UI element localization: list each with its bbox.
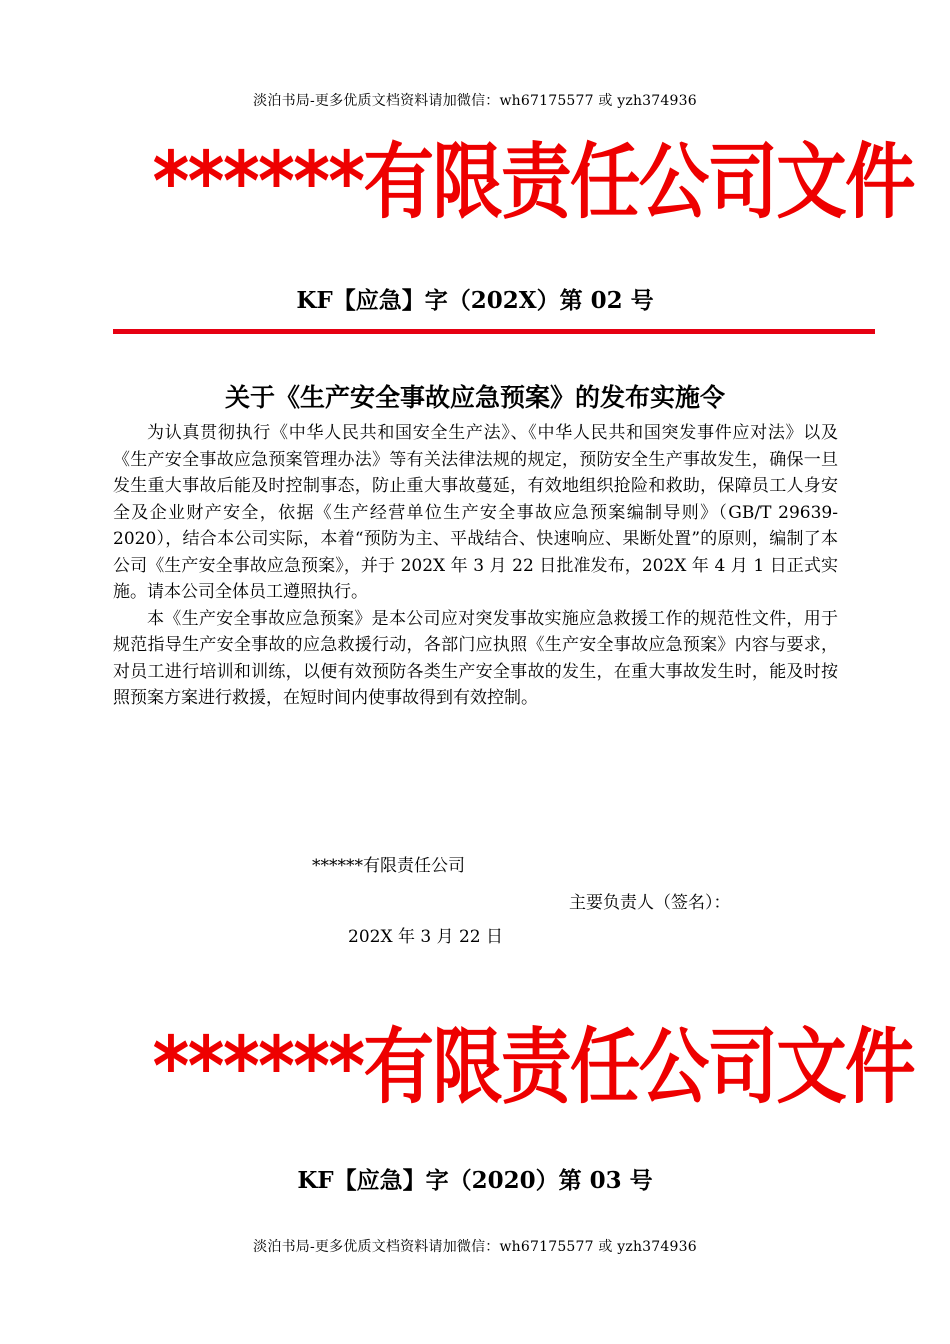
header-watermark: 淡泊书局-更多优质文档资料请加微信：wh67175577 或 yzh374936: [253, 93, 697, 109]
document-title: 关于《生产安全事故应急预案》的发布实施令: [224, 383, 725, 412]
second-letterhead-title: ******有限责任公司文件: [152, 1020, 914, 1115]
doc-number: KF【应急】字（202X）第 02 号: [296, 287, 654, 314]
signatory-label: 主要负责人（签名）：: [569, 893, 731, 913]
body-paragraph-2: 本《生产安全事故应急预案》是本公司应对突发事故实施应急救援工作的规范性文件，用于规范指导生产安全事故的应急救援行动，各部门应执照《生产安全事故应急预案》内容与要求，对员工进行培训和训练，以便有效预防各类生产安全事故的发生，在重大事故发生时，能及时按照预案方案进行救援，在短时间内使事故得到有效控制。: [113, 608, 838, 708]
footer-watermark: 淡泊书局-更多优质文档资料请加微信：wh67175577 或 yzh374936: [253, 1239, 697, 1255]
letterhead-red-rule: [113, 329, 875, 334]
second-doc-number: KF【应急】字（2020）第 03 号: [297, 1167, 653, 1194]
issue-date: 202X 年 3 月 22 日: [348, 927, 504, 947]
letterhead-title: ******有限责任公司文件: [152, 135, 914, 230]
body-paragraph-1: 为认真贯彻执行《中华人民共和国安全生产法》、《中华人民共和国突发事件应对法》以及《生产安全事故应急预案管理办法》等有关法律法规的规定，预防安全生产事故发生，确保一旦发生重大事故后能及时控制事态，防止重大事故蔓延，有效地组织抢险和救助，保障员工人身安全及企业财产安全，依据《生产经营单位生产安全事故应急预案编制导则》（GB/T 29639-2020），结合本公司实际，本着“预防为主、平战结合、快速响应、果断处置”的原则，编制了本公司《生产安全事故应急预案》，并于 202X 年 3 月 22 日批准发布，202X 年 4 月 1 日正式实施。请本公司全体员工遵照执行。: [113, 423, 838, 602]
document-body: [113, 420, 838, 712]
company-name: ******有限责任公司: [312, 856, 465, 876]
